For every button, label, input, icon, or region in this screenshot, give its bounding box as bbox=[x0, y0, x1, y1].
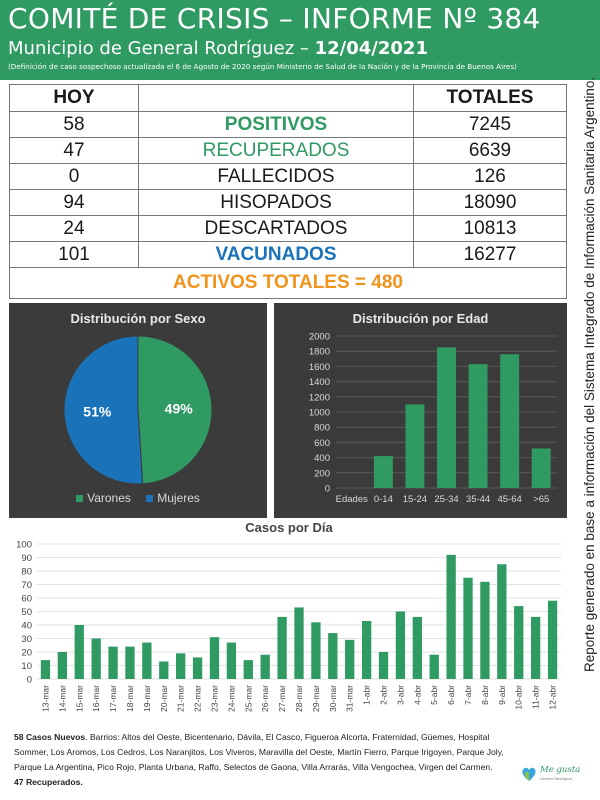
x-tick-label: 2-abr bbox=[378, 685, 389, 705]
y-tick-label: 1400 bbox=[308, 377, 330, 389]
pie-title: Distribución por Sexo bbox=[70, 311, 206, 326]
total-value: 10813 bbox=[414, 216, 567, 242]
report-header bbox=[0, 0, 600, 80]
x-tick-label: 16-mar bbox=[91, 685, 102, 712]
x-tick-label: 12-abr bbox=[547, 685, 558, 710]
age-bar-35-44 bbox=[469, 364, 488, 488]
day-bar-20-mar bbox=[159, 661, 168, 679]
y-tick-label: 100 bbox=[16, 539, 32, 551]
recovered-count: 47 Recuperados. bbox=[14, 777, 83, 787]
day-bar-10-abr bbox=[514, 606, 523, 679]
neighborhoods-list: . Barrios: Altos del Oeste, Bicentenario, Dávila, El Casco, Figueroa Alcorta, Fraternidad, Güemes, Hospital Sommer, Los Aromos, Los Cedros, Los Naranjitos, Los Viveros, Maravilla del Oeste, Martín Fierro, Parque Irigoyen, Parque Joly, Parque La Argentina, Pico Rojo, Planta Urbana, Raffo, Selectos de Gaona, Villa Arrarás, Villa Vengochea, Virgen del Carmen. bbox=[14, 732, 504, 772]
col-category-header bbox=[139, 85, 414, 112]
pie-legend bbox=[9, 491, 267, 505]
y-tick-label: 200 bbox=[314, 468, 330, 480]
hoy-value: 0 bbox=[10, 164, 139, 190]
x-tick-label: 0-14 bbox=[373, 494, 393, 505]
day-bar-21-mar bbox=[176, 653, 185, 679]
day-bar-5-abr bbox=[430, 655, 439, 679]
category-label: RECUPERADOS bbox=[139, 138, 414, 164]
table-row-positivos bbox=[10, 112, 567, 138]
category-label: POSITIVOS bbox=[139, 112, 414, 138]
y-tick-label: 10 bbox=[21, 661, 32, 672]
total-value: 18090 bbox=[414, 190, 567, 216]
x-tick-label: 27-mar bbox=[277, 685, 288, 712]
hoy-value: 24 bbox=[10, 216, 139, 242]
day-bar-14-mar bbox=[58, 652, 67, 679]
footer-notes bbox=[14, 730, 514, 790]
stats-table bbox=[9, 84, 567, 299]
col-hoy-header: HOY bbox=[10, 85, 139, 112]
report-title: COMITÉ DE CRISIS – INFORME Nº 384 bbox=[8, 2, 541, 35]
age-chart-title: Distribución por Edad bbox=[352, 311, 489, 326]
x-tick-label: 6-abr bbox=[446, 685, 457, 705]
day-bar-8-abr bbox=[480, 582, 489, 679]
y-tick-label: 60 bbox=[21, 593, 32, 605]
x-tick-label: 22-mar bbox=[192, 685, 203, 712]
y-tick-label: 0 bbox=[324, 483, 330, 495]
day-bar-4-abr bbox=[413, 617, 422, 679]
table-row-activos bbox=[10, 268, 567, 299]
legend-label: Mujeres bbox=[157, 491, 200, 505]
municipality-label: Municipio de General Rodríguez – bbox=[8, 38, 315, 59]
table-header-row bbox=[10, 85, 567, 112]
day-bar-19-mar bbox=[142, 643, 151, 679]
hoy-value: 47 bbox=[10, 138, 139, 164]
y-tick-label: 1000 bbox=[308, 407, 330, 419]
logo-subtext: General Rodríguez bbox=[540, 777, 573, 781]
legend-swatch bbox=[146, 495, 153, 502]
daily-cases-panel bbox=[9, 516, 569, 716]
x-axis-label: Edades bbox=[335, 494, 368, 505]
x-tick-label: 1-abr bbox=[361, 685, 372, 705]
y-tick-label: 1600 bbox=[308, 361, 330, 373]
definition-note: (Definición de caso sospechoso actualizada el 6 de Agosto de 2020 según Ministerio de Salud de la Nación y de la Provincia de Buenos Aires) bbox=[8, 62, 517, 71]
day-bar-16-mar bbox=[92, 639, 101, 680]
y-tick-label: 50 bbox=[21, 607, 32, 618]
legend-label: Varones bbox=[87, 491, 131, 505]
col-totales-header: TOTALES bbox=[414, 85, 567, 112]
table-row-recuperados bbox=[10, 138, 567, 164]
day-bar-13-mar bbox=[41, 660, 50, 679]
age-bar-chart bbox=[274, 303, 567, 518]
age-bar-45-64 bbox=[500, 354, 519, 488]
report-date: 12/04/2021 bbox=[314, 38, 428, 59]
pie-data-label: 51% bbox=[83, 403, 112, 420]
total-value: 6639 bbox=[414, 138, 567, 164]
age-bar-15-24 bbox=[405, 404, 424, 488]
pie-data-label: 49% bbox=[164, 400, 193, 417]
age-bar-0-14 bbox=[374, 456, 393, 488]
x-tick-label: 31-mar bbox=[344, 685, 355, 712]
category-label: DESCARTADOS bbox=[139, 216, 414, 242]
x-tick-label: 18-mar bbox=[124, 685, 135, 712]
day-bar-28-mar bbox=[294, 607, 303, 679]
y-tick-label: 80 bbox=[21, 566, 32, 578]
x-tick-label: 28-mar bbox=[294, 685, 304, 712]
total-value: 126 bbox=[414, 164, 567, 190]
day-bar-23-mar bbox=[210, 637, 219, 679]
y-tick-label: 20 bbox=[21, 647, 32, 659]
age-distribution-panel bbox=[274, 303, 567, 518]
new-cases-count: 58 Casos Nuevos bbox=[14, 732, 86, 742]
y-tick-label: 70 bbox=[21, 580, 32, 591]
y-tick-label: 2000 bbox=[308, 331, 330, 343]
x-tick-label: 20-mar bbox=[158, 685, 169, 712]
daily-chart-title: Casos por Día bbox=[245, 520, 333, 535]
day-bar-3-abr bbox=[396, 612, 405, 680]
day-bar-15-mar bbox=[75, 625, 84, 679]
day-bar-29-mar bbox=[311, 622, 320, 679]
y-tick-label: 30 bbox=[21, 634, 32, 645]
x-tick-label: 29-mar bbox=[310, 685, 321, 712]
table-row-vacunados bbox=[10, 242, 567, 268]
category-label: VACUNADOS bbox=[139, 242, 414, 268]
legend-swatch bbox=[76, 495, 83, 502]
y-tick-label: 800 bbox=[314, 422, 330, 434]
day-bar-9-abr bbox=[497, 564, 506, 679]
day-bar-31-mar bbox=[345, 640, 354, 679]
x-tick-label: 21-mar bbox=[175, 685, 186, 712]
source-note: Reporte generado en base a información del Sistema Integrado de Información Sanitaria Argentino. bbox=[582, 76, 597, 672]
y-tick-label: 90 bbox=[21, 553, 32, 564]
total-value: 16277 bbox=[414, 242, 567, 268]
sex-distribution-panel bbox=[9, 303, 267, 518]
table-row-fallecidos bbox=[10, 164, 567, 190]
x-tick-label: 8-abr bbox=[479, 685, 490, 705]
x-tick-label: >65 bbox=[533, 494, 550, 505]
y-tick-label: 40 bbox=[21, 620, 32, 632]
day-bar-6-abr bbox=[446, 555, 455, 679]
day-bar-24-mar bbox=[227, 643, 236, 679]
category-label: FALLECIDOS bbox=[139, 164, 414, 190]
report-subtitle bbox=[8, 38, 428, 59]
day-bar-30-mar bbox=[328, 633, 337, 679]
x-tick-label: 14-mar bbox=[57, 685, 68, 712]
x-tick-label: 35-44 bbox=[465, 494, 491, 505]
hoy-value: 94 bbox=[10, 190, 139, 216]
daily-bar-chart bbox=[9, 516, 569, 716]
day-bar-12-abr bbox=[548, 601, 557, 679]
age-bar-25-34 bbox=[437, 347, 456, 488]
y-tick-label: 0 bbox=[26, 674, 32, 686]
x-tick-label: 24-mar bbox=[226, 685, 237, 712]
x-tick-label: 30-mar bbox=[327, 685, 338, 712]
day-bar-22-mar bbox=[193, 657, 202, 679]
age-bar->65 bbox=[532, 448, 551, 488]
x-tick-label: 15-24 bbox=[402, 494, 428, 505]
day-bar-1-abr bbox=[362, 621, 371, 679]
x-tick-label: 25-34 bbox=[434, 494, 459, 505]
day-bar-25-mar bbox=[244, 660, 253, 679]
legend-item-varones bbox=[76, 491, 131, 505]
day-bar-17-mar bbox=[108, 647, 117, 679]
activos-totales: ACTIVOS TOTALES = 480 bbox=[10, 268, 567, 299]
x-tick-label: 19-mar bbox=[141, 685, 152, 712]
y-tick-label: 600 bbox=[314, 437, 330, 449]
x-tick-label: 3-abr bbox=[395, 685, 406, 705]
sex-pie-chart bbox=[9, 303, 267, 518]
x-tick-label: 15-mar bbox=[74, 685, 85, 712]
hoy-value: 101 bbox=[10, 242, 139, 268]
day-bar-7-abr bbox=[463, 578, 472, 679]
x-tick-label: 10-abr bbox=[513, 685, 524, 710]
y-tick-label: 1800 bbox=[308, 346, 330, 358]
heart-logo-icon bbox=[520, 765, 538, 783]
day-bar-11-abr bbox=[531, 617, 540, 679]
x-tick-label: 25-mar bbox=[243, 685, 254, 712]
x-tick-label: 7-abr bbox=[463, 685, 474, 705]
x-tick-label: 5-abr bbox=[429, 685, 440, 705]
x-tick-label: 11-abr bbox=[530, 685, 541, 709]
x-tick-label: 17-mar bbox=[108, 685, 119, 712]
x-tick-label: 9-abr bbox=[496, 685, 507, 705]
x-tick-label: 26-mar bbox=[260, 685, 271, 712]
x-tick-label: 23-mar bbox=[209, 685, 220, 712]
legend-item-mujeres bbox=[146, 491, 200, 505]
x-tick-label: 45-64 bbox=[497, 494, 522, 505]
table-row-descartados bbox=[10, 216, 567, 242]
day-bar-27-mar bbox=[277, 617, 286, 679]
x-tick-label: 13-mar bbox=[40, 685, 51, 712]
x-tick-label: 4-abr bbox=[412, 685, 423, 705]
y-tick-label: 400 bbox=[314, 453, 330, 465]
municipality-logo bbox=[520, 763, 580, 793]
total-value: 7245 bbox=[414, 112, 567, 138]
hoy-value: 58 bbox=[10, 112, 139, 138]
day-bar-2-abr bbox=[379, 652, 388, 679]
day-bar-26-mar bbox=[261, 655, 270, 679]
category-label: HISOPADOS bbox=[139, 190, 414, 216]
day-bar-18-mar bbox=[125, 647, 134, 679]
table-row-hisopados bbox=[10, 190, 567, 216]
y-tick-label: 1200 bbox=[308, 392, 330, 404]
logo-text: Me gusta bbox=[540, 765, 581, 775]
